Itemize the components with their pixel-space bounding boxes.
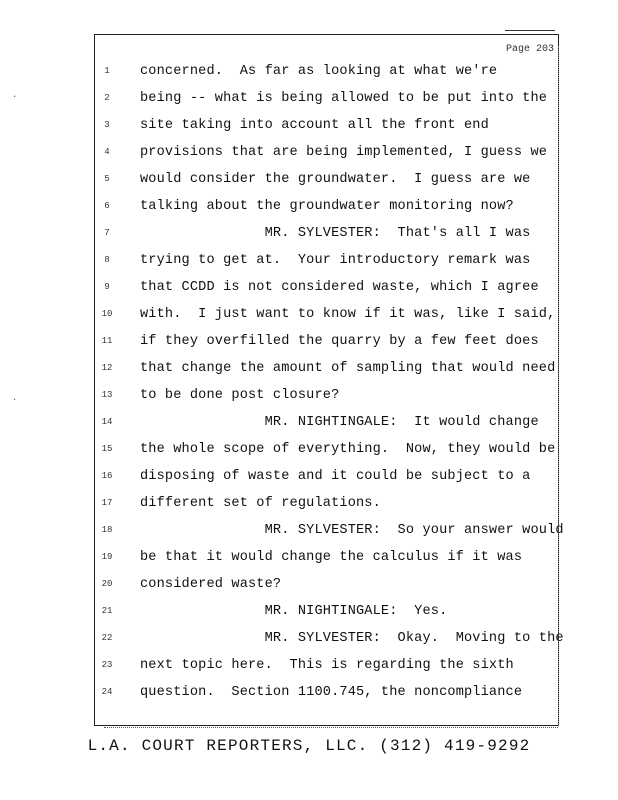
transcript-line (0, 469, 618, 491)
line-number: 9 (104, 282, 110, 292)
transcript-line (0, 361, 618, 383)
transcript-line (0, 199, 618, 221)
line-number: 20 (101, 579, 113, 589)
transcript-line (0, 685, 618, 707)
line-text: the whole scope of everything. Now, they would be (140, 442, 556, 457)
line-text: that change the amount of sampling that would need (140, 361, 556, 376)
transcript-line (0, 523, 618, 545)
transcript-line (0, 307, 618, 329)
line-number: 11 (101, 336, 113, 346)
transcript-line (0, 496, 618, 518)
transcript-line (0, 577, 618, 599)
line-text: provisions that are being implemented, I guess we (140, 145, 548, 160)
bottom-edge-mark (104, 727, 558, 728)
line-text: concerned. As far as looking at what we're (140, 64, 498, 79)
transcript-line (0, 118, 618, 140)
line-number: 2 (104, 93, 110, 103)
line-text: that CCDD is not considered waste, which I agree (140, 280, 539, 295)
transcript-line (0, 604, 618, 626)
transcript-line (0, 91, 618, 113)
transcript-line (0, 415, 618, 437)
line-number: 16 (101, 471, 113, 481)
line-number: 21 (101, 606, 113, 616)
transcript-line (0, 550, 618, 572)
footer-reporter: L.A. COURT REPORTERS, LLC. (312) 419-9292 (87, 737, 531, 755)
line-text: next topic here. This is regarding the sixth (140, 658, 514, 673)
line-text: with. I just want to know if it was, like I said, (140, 307, 556, 322)
line-text: trying to get at. Your introductory remark was (140, 253, 531, 268)
transcript-line (0, 442, 618, 464)
transcript-line (0, 388, 618, 410)
line-number: 18 (101, 525, 113, 535)
line-number: 24 (101, 687, 113, 697)
line-number: 5 (104, 174, 110, 184)
line-text: MR. SYLVESTER: So your answer would (140, 523, 564, 538)
line-text: question. Section 1100.745, the noncompliance (140, 685, 523, 700)
line-text: MR. NIGHTINGALE: It would change (140, 415, 539, 430)
margin-mark: · (12, 395, 18, 405)
line-number: 7 (104, 228, 110, 238)
transcript-line (0, 280, 618, 302)
transcript-line (0, 631, 618, 653)
line-text: site taking into account all the front end (140, 118, 489, 133)
transcript-line (0, 64, 618, 86)
line-number: 14 (101, 417, 113, 427)
line-text: would consider the groundwater. I guess are we (140, 172, 531, 187)
line-number: 19 (101, 552, 113, 562)
margin-mark: · (12, 92, 18, 102)
line-number: 23 (101, 660, 113, 670)
line-text: talking about the groundwater monitoring now? (140, 199, 514, 214)
page-number: Page 203 (505, 44, 554, 55)
transcript-line (0, 172, 618, 194)
line-text: considered waste? (140, 577, 282, 592)
line-number: 1 (104, 66, 110, 76)
line-text: different set of regulations. (140, 496, 381, 511)
transcript-line (0, 253, 618, 275)
line-text: MR. SYLVESTER: That's all I was (140, 226, 531, 241)
line-number: 6 (104, 201, 110, 211)
line-text: being -- what is being allowed to be put into the (140, 91, 548, 106)
line-number: 22 (101, 633, 113, 643)
line-text: to be done post closure? (140, 388, 340, 403)
line-text: MR. SYLVESTER: Okay. Moving to the (140, 631, 564, 646)
line-number: 17 (101, 498, 113, 508)
line-number: 12 (101, 363, 113, 373)
transcript-line (0, 226, 618, 248)
line-text: disposing of waste and it could be subject to a (140, 469, 531, 484)
transcript-line (0, 145, 618, 167)
top-edge-mark (505, 30, 555, 31)
line-text: be that it would change the calculus if it was (140, 550, 523, 565)
transcript-line (0, 334, 618, 356)
line-text: MR. NIGHTINGALE: Yes. (140, 604, 448, 619)
line-number: 10 (101, 309, 113, 319)
line-number: 8 (104, 255, 110, 265)
line-number: 4 (104, 147, 110, 157)
line-number: 15 (101, 444, 113, 454)
line-text: if they overfilled the quarry by a few feet does (140, 334, 539, 349)
transcript-line (0, 658, 618, 680)
line-number: 3 (104, 120, 110, 130)
line-number: 13 (101, 390, 113, 400)
